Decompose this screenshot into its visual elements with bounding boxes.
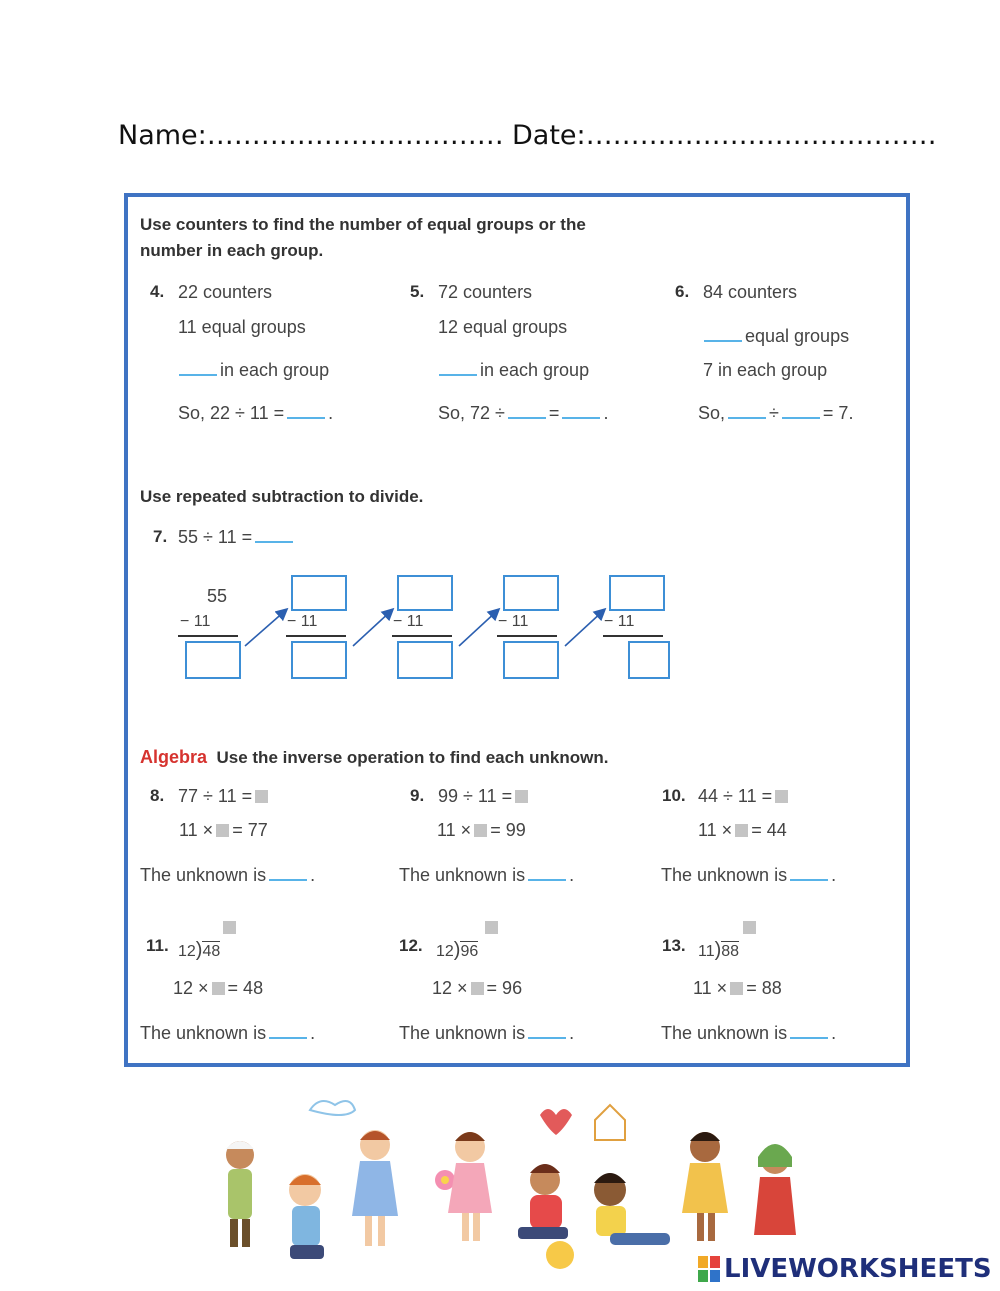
doodle-sun-icon: [546, 1241, 574, 1269]
unknown-label: The unknown is: [399, 1023, 526, 1043]
problem-6-line3: 7 in each group: [703, 360, 828, 380]
problem-4-line2: 11 equal groups: [178, 317, 306, 337]
unknown-square-icon: [474, 824, 487, 837]
doodle-heart-icon: [540, 1109, 572, 1135]
period: .: [328, 403, 334, 423]
multiplication-left: 11 ×: [693, 978, 728, 998]
section3-instruction: [140, 744, 609, 771]
unknown-square-icon: [735, 824, 748, 837]
problem-13-unknown: The unknown is .: [661, 1023, 837, 1043]
problem-10-unknown: The unknown is .: [661, 865, 837, 885]
problem-number: 12.: [399, 936, 423, 955]
problem-4-equation: So, 22 ÷ 11 =: [178, 403, 285, 423]
problem-9-equation: [438, 786, 531, 807]
multiplication-left: 11 ×: [437, 820, 472, 840]
child-figure: [448, 1132, 492, 1241]
problem-5-line3-text: in each group: [480, 360, 590, 380]
answer-blank[interactable]: [790, 865, 828, 881]
division-bracket-icon: ): [453, 939, 461, 961]
division-equation: 99 ÷ 11 =: [438, 786, 513, 806]
subtrahend-2: − 11: [287, 613, 318, 630]
unknown-square-icon: [775, 790, 788, 803]
problem-10-multiplication: [698, 820, 787, 841]
unknown-square-icon: [223, 921, 236, 934]
child-figure: [682, 1132, 728, 1241]
algebra-label: Algebra: [140, 747, 208, 767]
unknown-label: The unknown is: [140, 865, 267, 885]
multiplication-left: 11 ×: [179, 820, 214, 840]
problem-6-equation: So,: [698, 403, 726, 423]
section2-instruction: Use repeated subtraction to divide.: [140, 487, 424, 506]
problem-9-multiplication: [437, 820, 526, 841]
equals-sign: =: [548, 403, 560, 423]
problem-8: [150, 786, 164, 806]
problem-5-line1: 72 counters: [438, 282, 533, 302]
problem-4-line1: 22 counters: [178, 282, 273, 302]
problem-6-line1: 84 counters: [703, 282, 798, 302]
unknown-square-icon: [730, 982, 743, 995]
problem-11-unknown: The unknown is .: [140, 1023, 316, 1043]
problem-number: 8.: [150, 786, 165, 805]
unknown-square-icon: [255, 790, 268, 803]
problem-13-multiplication: [693, 978, 782, 999]
unknown-label: The unknown is: [140, 1023, 267, 1043]
problem-11-division: [178, 939, 220, 962]
problem-12-multiplication: [432, 978, 522, 999]
unknown-square-icon: [743, 921, 756, 934]
child-figure: [352, 1130, 398, 1246]
child-figure: [226, 1141, 254, 1247]
section3-instruction-text: Use the inverse operation to find each unknown.: [216, 748, 609, 767]
problem-11: [146, 936, 169, 956]
problem-number: 9.: [410, 786, 425, 805]
divisor: 11: [698, 943, 715, 960]
arrow-icon: [459, 610, 498, 646]
problem-number: 4.: [150, 282, 165, 301]
logo-grid-icon: [698, 1256, 720, 1282]
doodle-house-icon: [595, 1105, 625, 1140]
problem-number: 10.: [662, 786, 686, 805]
problem-9-unknown: The unknown is .: [399, 865, 575, 885]
section1-instruction-line2: number in each group.: [140, 241, 324, 260]
arrow-icon: [565, 610, 604, 646]
unknown-square-icon: [212, 982, 225, 995]
child-figure: [289, 1174, 324, 1259]
problem-number: 6.: [675, 282, 690, 301]
division-equation: 77 ÷ 11 =: [178, 786, 253, 806]
problem-10: [662, 786, 686, 806]
divisor: 12: [178, 943, 196, 960]
dividend: 48: [202, 943, 221, 960]
unknown-square-icon: [216, 824, 229, 837]
answer-blank[interactable]: [269, 865, 307, 881]
multiplication-right: = 48: [227, 978, 264, 998]
problem-4-line3-text: in each group: [220, 360, 330, 380]
problem-5-line2: 12 equal groups: [438, 317, 568, 337]
problem-6-line2-text: equal groups: [745, 326, 850, 346]
unknown-square-icon: [485, 921, 498, 934]
problem-number: 5.: [410, 282, 425, 301]
arrow-icon: [353, 610, 392, 646]
unknown-label: The unknown is: [661, 865, 788, 885]
problem-5-equation: So, 72 ÷: [438, 403, 505, 423]
divide-sign: ÷: [769, 403, 779, 423]
problem-8-multiplication: [179, 820, 268, 841]
answer-blank[interactable]: [528, 865, 566, 881]
period: .: [603, 403, 609, 423]
subtrahend-1: − 11: [180, 613, 211, 630]
start-value: 55: [207, 586, 228, 606]
section1-instruction-line1: Use counters to find the number of equal groups or the: [140, 215, 586, 234]
unknown-square-icon: [471, 982, 484, 995]
division-bracket-icon: ): [195, 939, 203, 961]
problem-11-multiplication: [173, 978, 263, 999]
division-bracket-icon: ): [714, 939, 722, 961]
name-field-label: Name:……………………………: [118, 120, 504, 151]
divisor: 12: [436, 943, 454, 960]
liveworksheets-brand[interactable]: LIVEWORKSHEETS: [724, 1254, 992, 1284]
answer-blank[interactable]: [269, 1023, 307, 1039]
dividend: 88: [721, 943, 740, 960]
problem-12-unknown: The unknown is .: [399, 1023, 575, 1043]
division-equation: 44 ÷ 11 =: [698, 786, 773, 806]
problem-8-unknown: The unknown is .: [140, 865, 316, 885]
child-figure: [518, 1164, 568, 1239]
multiplication-left: 12 ×: [173, 978, 209, 998]
liveworksheets-logo-icon: [698, 1256, 720, 1282]
child-figure: [754, 1144, 796, 1235]
equation-end: = 7.: [822, 403, 854, 423]
doodle-cloud-icon: [310, 1101, 355, 1115]
problem-12-division: [436, 939, 478, 962]
problem-8-equation: [178, 786, 271, 807]
child-figure: [594, 1173, 670, 1245]
problem-13-division: [698, 939, 739, 962]
multiplication-right: = 88: [746, 978, 782, 998]
problem-12: [399, 936, 423, 956]
multiplication-right: = 96: [486, 978, 523, 998]
subtrahend-5: − 11: [604, 613, 635, 630]
unknown-label: The unknown is: [661, 1023, 788, 1043]
problem-9: [410, 786, 424, 806]
date-field-label: Date:…………………………………: [512, 120, 937, 151]
problem-number: 11.: [146, 936, 169, 955]
problem-number: 13.: [662, 936, 686, 955]
multiplication-left: 12 ×: [432, 978, 468, 998]
problem-number: 7.: [153, 527, 168, 546]
subtrahend-4: − 11: [498, 613, 529, 630]
dividend: 96: [460, 943, 479, 960]
multiplication-right: = 77: [232, 820, 268, 840]
answer-blank[interactable]: [528, 1023, 566, 1039]
subtrahend-3: − 11: [393, 613, 424, 630]
problem-7-text: 55 ÷ 11 =: [178, 527, 253, 547]
problem-13: [662, 936, 686, 956]
arrow-icon: [245, 610, 604, 646]
multiplication-left: 11 ×: [698, 820, 733, 840]
unknown-label: The unknown is: [399, 865, 526, 885]
multiplication-right: = 44: [751, 820, 787, 840]
problem-10-equation: [698, 786, 791, 807]
doodle-flower-icon: [435, 1170, 455, 1190]
arrow-icon: [245, 610, 286, 646]
unknown-square-icon: [515, 790, 528, 803]
answer-blank[interactable]: [790, 1023, 828, 1039]
multiplication-right: = 99: [490, 820, 526, 840]
